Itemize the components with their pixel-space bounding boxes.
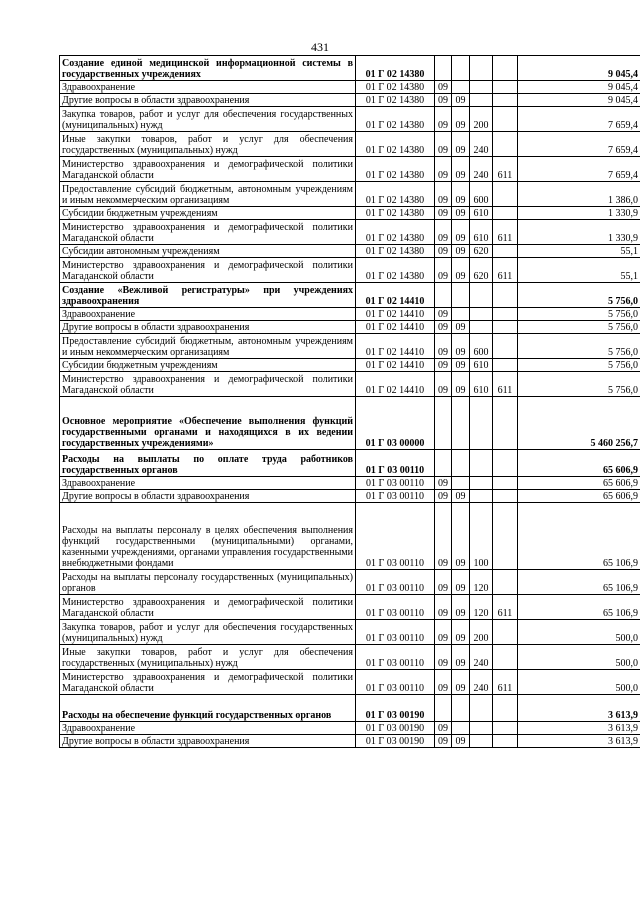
row-expense-type-cell [470,321,493,334]
row-subsection-cell: 09 [452,207,470,220]
row-name-cell: Министерство здравоохранения и демографической политики Магаданской области [60,258,356,283]
row-admin-code-cell [493,477,518,490]
row-section-cell: 09 [435,81,452,94]
row-subsection-cell [452,695,470,722]
row-code-cell: 01 Г 02 14380 [356,81,435,94]
row-admin-code-cell [493,321,518,334]
row-admin-code-cell [493,56,518,81]
row-section-cell: 09 [435,132,452,157]
row-name-cell: Здравоохранение [60,81,356,94]
table-row [60,490,640,503]
row-amount-cell: 65 106,9 [518,595,640,620]
row-name-cell: Закупка товаров, работ и услуг для обеспечения государственных (муниципальных) нужд [60,107,356,132]
table-row [60,372,640,397]
row-subsection-cell: 09 [452,735,470,748]
row-amount-cell: 1 386,0 [518,182,640,207]
row-section-cell: 09 [435,645,452,670]
row-subsection-cell: 09 [452,220,470,245]
row-subsection-cell [452,722,470,735]
row-amount-cell: 55,1 [518,245,640,258]
row-expense-type-cell [470,735,493,748]
row-admin-code-cell [493,283,518,308]
table-row [60,695,640,722]
row-section-cell: 09 [435,477,452,490]
row-section-cell: 09 [435,334,452,359]
row-code-cell: 01 Г 02 14380 [356,107,435,132]
row-admin-code-cell [493,132,518,157]
row-code-cell: 01 Г 03 00000 [356,397,435,450]
row-subsection-cell: 09 [452,321,470,334]
row-expense-type-cell: 200 [470,107,493,132]
budget-table [59,55,640,748]
row-subsection-cell: 09 [452,670,470,695]
table-row [60,570,640,595]
row-amount-cell: 7 659,4 [518,132,640,157]
row-name-cell: Расходы на выплаты персоналу в целях обеспечения выполнения функций государственными (муниципальными) органами, казенными учреждениями, органами управления государственными внебюджетными фондами [60,503,356,570]
row-name-cell: Министерство здравоохранения и демографической политики Магаданской области [60,372,356,397]
row-section-cell: 09 [435,258,452,283]
row-code-cell: 01 Г 02 14410 [356,334,435,359]
row-subsection-cell [452,477,470,490]
row-name-cell: Другие вопросы в области здравоохранения [60,735,356,748]
row-expense-type-cell: 240 [470,670,493,695]
row-admin-code-cell [493,570,518,595]
table-row [60,735,640,748]
table-row [60,107,640,132]
table-row [60,56,640,81]
row-admin-code-cell [493,450,518,477]
row-code-cell: 01 Г 02 14410 [356,308,435,321]
table-row [60,157,640,182]
row-code-cell: 01 Г 03 00110 [356,450,435,477]
row-admin-code-cell: 611 [493,595,518,620]
row-code-cell: 01 Г 02 14380 [356,182,435,207]
row-amount-cell: 5 756,0 [518,321,640,334]
row-amount-cell: 5 756,0 [518,359,640,372]
row-amount-cell: 500,0 [518,620,640,645]
row-admin-code-cell: 611 [493,670,518,695]
row-amount-cell: 9 045,4 [518,94,640,107]
row-admin-code-cell [493,620,518,645]
row-admin-code-cell [493,81,518,94]
row-subsection-cell: 09 [452,595,470,620]
row-expense-type-cell [470,695,493,722]
row-code-cell: 01 Г 02 14410 [356,372,435,397]
row-amount-cell: 3 613,9 [518,735,640,748]
row-expense-type-cell [470,283,493,308]
row-section-cell: 09 [435,722,452,735]
row-amount-cell: 1 330,9 [518,220,640,245]
row-section-cell [435,56,452,81]
row-amount-cell: 65 606,9 [518,490,640,503]
row-expense-type-cell: 600 [470,334,493,359]
row-section-cell: 09 [435,670,452,695]
row-name-cell: Закупка товаров, работ и услуг для обеспечения государственных (муниципальных) нужд [60,620,356,645]
row-code-cell: 01 Г 03 00110 [356,570,435,595]
row-expense-type-cell [470,94,493,107]
row-expense-type-cell [470,81,493,94]
row-amount-cell: 5 756,0 [518,308,640,321]
row-subsection-cell: 09 [452,359,470,372]
row-section-cell [435,283,452,308]
row-name-cell: Иные закупки товаров, работ и услуг для обеспечения государственных (муниципальных) нужд [60,645,356,670]
row-section-cell: 09 [435,157,452,182]
row-admin-code-cell [493,490,518,503]
table-row [60,132,640,157]
row-amount-cell: 65 606,9 [518,477,640,490]
row-name-cell: Другие вопросы в области здравоохранения [60,94,356,107]
row-admin-code-cell [493,107,518,132]
row-expense-type-cell: 610 [470,372,493,397]
row-admin-code-cell [493,334,518,359]
row-amount-cell: 5 756,0 [518,334,640,359]
row-admin-code-cell [493,359,518,372]
row-expense-type-cell: 200 [470,620,493,645]
row-expense-type-cell: 600 [470,182,493,207]
row-admin-code-cell [493,695,518,722]
table-row [60,258,640,283]
row-expense-type-cell: 620 [470,258,493,283]
row-amount-cell: 1 330,9 [518,207,640,220]
row-subsection-cell: 09 [452,570,470,595]
row-subsection-cell: 09 [452,258,470,283]
table-row [60,620,640,645]
row-expense-type-cell: 610 [470,359,493,372]
row-code-cell: 01 Г 02 14380 [356,207,435,220]
table-row [60,245,640,258]
row-code-cell: 01 Г 02 14380 [356,56,435,81]
row-amount-cell: 65 106,9 [518,503,640,570]
row-section-cell: 09 [435,107,452,132]
row-subsection-cell [452,450,470,477]
row-amount-cell: 3 613,9 [518,695,640,722]
row-section-cell [435,450,452,477]
row-name-cell: Расходы на выплаты по оплате труда работников государственных органов [60,450,356,477]
row-expense-type-cell [470,490,493,503]
row-code-cell: 01 Г 03 00110 [356,645,435,670]
table-row [60,81,640,94]
row-subsection-cell: 09 [452,620,470,645]
row-expense-type-cell [470,397,493,450]
row-section-cell: 09 [435,220,452,245]
table-row [60,359,640,372]
row-amount-cell: 7 659,4 [518,107,640,132]
row-amount-cell: 65 606,9 [518,450,640,477]
table-row [60,503,640,570]
row-expense-type-cell [470,308,493,321]
row-subsection-cell: 09 [452,645,470,670]
row-section-cell: 09 [435,570,452,595]
row-name-cell: Иные закупки товаров, работ и услуг для обеспечения государственных (муниципальных) нужд [60,132,356,157]
row-subsection-cell: 09 [452,157,470,182]
table-row [60,645,640,670]
table-row [60,670,640,695]
row-amount-cell: 9 045,4 [518,56,640,81]
row-section-cell [435,397,452,450]
row-expense-type-cell: 240 [470,645,493,670]
row-code-cell: 01 Г 03 00190 [356,695,435,722]
row-admin-code-cell [493,245,518,258]
row-code-cell: 01 Г 02 14380 [356,157,435,182]
row-code-cell: 01 Г 02 14380 [356,132,435,157]
row-admin-code-cell [493,735,518,748]
row-code-cell: 01 Г 03 00110 [356,477,435,490]
row-expense-type-cell [470,722,493,735]
row-expense-type-cell [470,450,493,477]
row-admin-code-cell [493,182,518,207]
budget-table-body [60,56,640,748]
row-name-cell: Создание «Вежливой регистратуры» при учреждениях здравоохранения [60,283,356,308]
row-name-cell: Другие вопросы в области здравоохранения [60,321,356,334]
row-code-cell: 01 Г 03 00110 [356,620,435,645]
row-name-cell: Министерство здравоохранения и демографической политики Магаданской области [60,220,356,245]
row-amount-cell: 65 106,9 [518,570,640,595]
row-code-cell: 01 Г 03 00110 [356,670,435,695]
row-section-cell: 09 [435,359,452,372]
row-section-cell: 09 [435,735,452,748]
row-section-cell: 09 [435,182,452,207]
row-admin-code-cell [493,308,518,321]
row-code-cell: 01 Г 03 00190 [356,722,435,735]
row-name-cell: Предоставление субсидий бюджетным, автономным учреждениям и иным некоммерческим организациям [60,334,356,359]
row-subsection-cell [452,81,470,94]
row-expense-type-cell: 610 [470,220,493,245]
row-section-cell: 09 [435,94,452,107]
row-subsection-cell: 09 [452,182,470,207]
row-amount-cell: 55,1 [518,258,640,283]
row-code-cell: 01 Г 02 14410 [356,283,435,308]
row-code-cell: 01 Г 03 00110 [356,595,435,620]
row-admin-code-cell [493,397,518,450]
row-section-cell [435,695,452,722]
row-subsection-cell [452,283,470,308]
table-row [60,722,640,735]
row-code-cell: 01 Г 02 14380 [356,245,435,258]
row-code-cell: 01 Г 02 14410 [356,321,435,334]
row-expense-type-cell [470,477,493,490]
row-admin-code-cell [493,94,518,107]
row-name-cell: Предоставление субсидий бюджетным, автономным учреждениям и иным некоммерческим организациям [60,182,356,207]
row-name-cell: Здравоохранение [60,308,356,321]
row-section-cell: 09 [435,620,452,645]
row-expense-type-cell: 120 [470,570,493,595]
row-name-cell: Министерство здравоохранения и демографической политики Магаданской области [60,595,356,620]
row-name-cell: Расходы на выплаты персоналу государственных (муниципальных) органов [60,570,356,595]
row-name-cell: Здравоохранение [60,722,356,735]
row-section-cell: 09 [435,245,452,258]
row-section-cell: 09 [435,503,452,570]
row-amount-cell: 5 460 256,7 [518,397,640,450]
row-name-cell: Субсидии бюджетным учреждениям [60,207,356,220]
table-row [60,321,640,334]
row-name-cell: Министерство здравоохранения и демографической политики Магаданской области [60,157,356,182]
row-code-cell: 01 Г 03 00190 [356,735,435,748]
row-expense-type-cell: 620 [470,245,493,258]
row-code-cell: 01 Г 03 00110 [356,490,435,503]
table-row [60,182,640,207]
row-subsection-cell: 09 [452,372,470,397]
row-section-cell: 09 [435,308,452,321]
row-section-cell: 09 [435,372,452,397]
row-section-cell: 09 [435,595,452,620]
row-name-cell: Расходы на обеспечение функций государственных органов [60,695,356,722]
row-amount-cell: 7 659,4 [518,157,640,182]
row-amount-cell: 9 045,4 [518,81,640,94]
row-code-cell: 01 Г 02 14380 [356,258,435,283]
row-name-cell: Создание единой медицинской информационной системы в государственных учреждениях [60,56,356,81]
table-row [60,397,640,450]
row-expense-type-cell: 120 [470,595,493,620]
page-number: 431 [311,40,329,54]
row-code-cell: 01 Г 03 00110 [356,503,435,570]
row-subsection-cell: 09 [452,132,470,157]
table-row [60,450,640,477]
row-code-cell: 01 Г 02 14380 [356,94,435,107]
row-amount-cell: 5 756,0 [518,372,640,397]
row-subsection-cell [452,397,470,450]
row-expense-type-cell: 100 [470,503,493,570]
row-amount-cell: 5 756,0 [518,283,640,308]
row-admin-code-cell: 611 [493,220,518,245]
table-row [60,334,640,359]
table-row [60,94,640,107]
row-subsection-cell: 09 [452,490,470,503]
row-amount-cell: 500,0 [518,645,640,670]
row-admin-code-cell: 611 [493,258,518,283]
row-code-cell: 01 Г 02 14410 [356,359,435,372]
row-section-cell: 09 [435,207,452,220]
table-row [60,207,640,220]
row-code-cell: 01 Г 02 14380 [356,220,435,245]
row-name-cell: Основное мероприятие «Обеспечение выполнения функций государственными органами и находящихся в их ведении государственных учреждениями» [60,397,356,450]
row-subsection-cell: 09 [452,245,470,258]
row-subsection-cell [452,56,470,81]
row-admin-code-cell [493,722,518,735]
row-admin-code-cell: 611 [493,372,518,397]
row-subsection-cell: 09 [452,94,470,107]
row-section-cell: 09 [435,321,452,334]
row-subsection-cell: 09 [452,334,470,359]
row-name-cell: Субсидии бюджетным учреждениям [60,359,356,372]
row-amount-cell: 3 613,9 [518,722,640,735]
table-row [60,595,640,620]
table-row [60,477,640,490]
row-name-cell: Другие вопросы в области здравоохранения [60,490,356,503]
row-expense-type-cell: 240 [470,157,493,182]
row-admin-code-cell: 611 [493,157,518,182]
table-row [60,220,640,245]
row-admin-code-cell [493,645,518,670]
row-expense-type-cell [470,56,493,81]
row-name-cell: Министерство здравоохранения и демографической политики Магаданской области [60,670,356,695]
row-amount-cell: 500,0 [518,670,640,695]
row-subsection-cell: 09 [452,503,470,570]
row-admin-code-cell [493,503,518,570]
row-name-cell: Здравоохранение [60,477,356,490]
row-name-cell: Субсидии автономным учреждениям [60,245,356,258]
row-expense-type-cell: 610 [470,207,493,220]
row-admin-code-cell [493,207,518,220]
row-section-cell: 09 [435,490,452,503]
table-row [60,283,640,308]
row-expense-type-cell: 240 [470,132,493,157]
table-row [60,308,640,321]
row-subsection-cell [452,308,470,321]
row-subsection-cell: 09 [452,107,470,132]
